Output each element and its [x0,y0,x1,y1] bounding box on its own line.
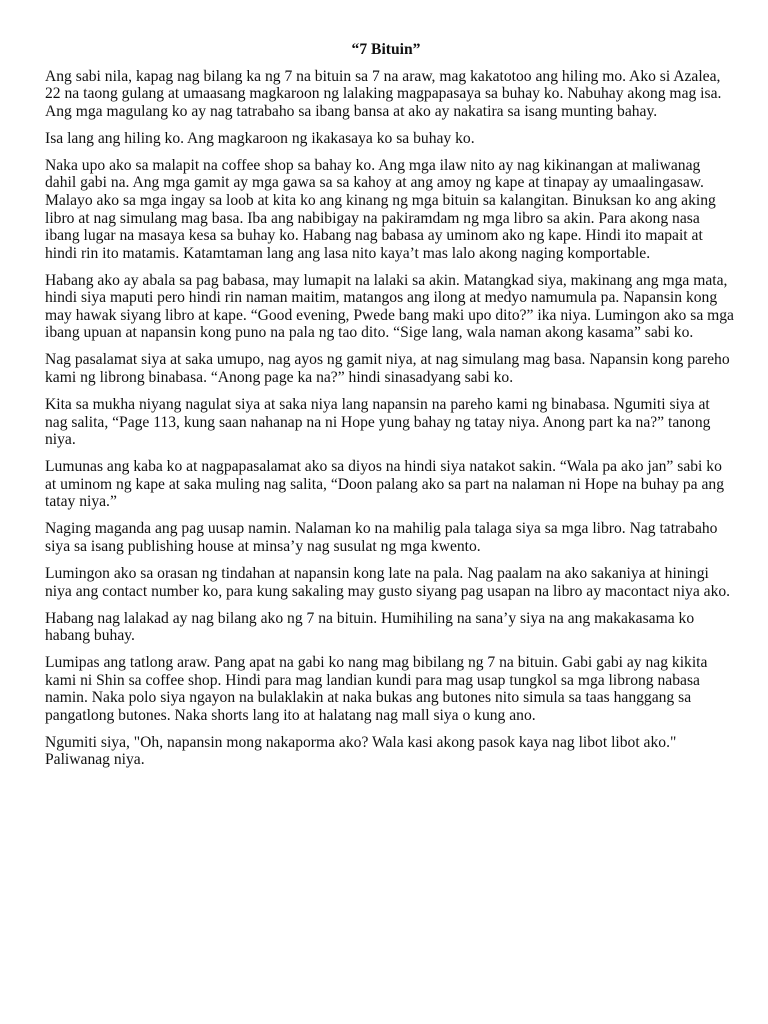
paragraph: Habang ako ay abala sa pag babasa, may lumapit na lalaki sa akin. Matangkad siya, makinang ang mga mata, hindi siya maputi pero hindi rin naman maitim, matangos ang ilong at medyo namumula pa. Napansin kong may hawak siyang libro at kape. “Good evening, Pwede bang maki upo dito?” ika niya. Lumingon ako sa mga ibang upuan at napansin kong puno na pala ng tao dito. “Sige lang, wala naman akong kasama” sabi ko. [45,271,734,342]
paragraph: Naging maganda ang pag uusap namin. Nalaman ko na mahilig pala talaga siya sa mga libro. Nag tatrabaho siya sa isang publishing house at minsa’y nag susulat ng mga kwento. [45,520,718,555]
document-title: “7 Bituin” [351,41,421,58]
paragraph: Isa lang ang hiling ko. Ang magkaroon ng ikakasaya ko sa buhay ko. [45,129,475,147]
document-page [45,41,735,778]
paragraph: Lumipas ang tatlong araw. Pang apat na gabi ko nang mag bibilang ng 7 na bituin. Gabi gabi ay nag kikita kami ni Shin sa coffee shop. Hindi para mag landian kundi para mag usap tungkol sa mga librong nabasa namin. Naka polo siya ngayon na bulaklakin at naka bukas ang butones nito simula sa taas hanggang sa pangatlong butones. Naka shorts lang ito at halatang nag mall siya o kung ano. [45,654,708,724]
paragraph: Ngumiti siya, "Oh, napansin mong nakaporma ako? Wala kasi akong pasok kaya nag libot libot ako." Paliwanag niya. [45,733,677,769]
paragraph: Habang nag lalakad ay nag bilang ako ng 7 na bituin. Humihiling na sana’y siya na ang makakasama ko habang buhay. [45,609,695,645]
paragraph: Nag pasalamat siya at saka umupo, nag ayos ng gamit niya, at nag simulang mag basa. Napansin kong pareho kami ng librong binabasa. “Anong page ka na?” hindi sinasadyang sabi ko. [45,351,730,387]
paragraph: Kita sa mukha niyang nagulat siya at saka niya lang napansin na pareho kami ng binabasa. Ngumiti siya at nag salita, “Page 113, kung saan nahanap na ni Hope yung bahay ng tatay niya. Anong part ka na?” tanong niya. [45,396,711,449]
paragraph: Ang sabi nila, kapag nag bilang ka ng 7 na bituin sa 7 na araw, mag kakatotoo ang hiling mo. Ako si Azalea, 22 na taong gulang at umaasang magkaroon ng lalaking magpapasaya sa buhay ko. Nabuhay akong mag isa. Ang mga magulang ko ay nag tatrabaho sa ibang bansa at ako ay nakatira sa isang munting bahay. [45,67,722,120]
paragraph: Naka upo ako sa malapit na coffee shop sa bahay ko. Ang mga ilaw nito ay nag kikinangan at maliwanag dahil gabi na. Ang mga gamit ay mga gawa sa sa kahoy at ang amoy ng kape at tinapay ay umaalingasaw. Malayo ako sa mga ingay sa loob at kita ko ang kinang ng mga bituin sa kalangitan. Binuksan ko ang aking libro at nag simulang mag basa. Iba ang nabibigay na pakiramdam ng mga libro sa akin. Para akong nasa ibang lugar na masaya kesa sa buhay ko. Habang nag babasa ay uminom ako ng kape. Hindi ito mapait at hindi rin ito matamis. Katamtaman lang ang lasa nito kaya’t mas lalo akong naging komportable. [45,156,716,262]
paragraph: Lumingon ako sa orasan ng tindahan at napansin kong late na pala. Nag paalam na ako sakaniya at hiningi niya ang contact number ko, para kung sakaling may gusto siyang pag usapan na libro ay macontact niya ako. [45,564,731,600]
paragraph: Lumunas ang kaba ko at nagpapasalamat ako sa diyos na hindi siya natakot sakin. “Wala pa ako jan” sabi ko at uminom ng kape at saka muling nag salita, “Doon palang ako sa part na nalaman ni Hope na buhay pa ang tatay niya.” [45,458,724,511]
